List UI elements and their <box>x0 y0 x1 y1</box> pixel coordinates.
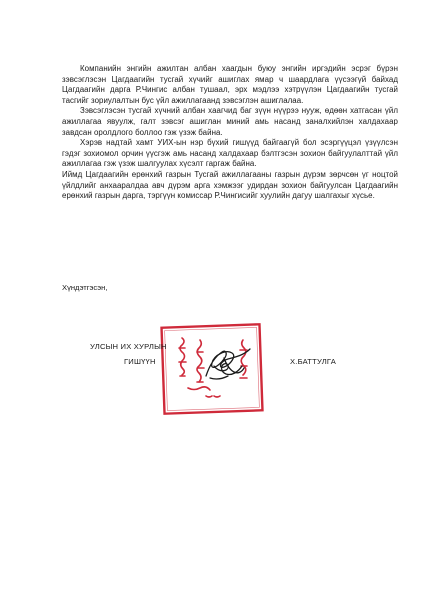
official-stamp-icon <box>148 318 278 422</box>
signatory-title-line2: ГИШҮҮН <box>124 357 156 366</box>
paragraph-1: Компанийн энгийн ажилтан албан хаагдын буюу энгийн иргэдийн эсрэг бүрэн зэвсэглэсэн Цагдаагийн тусгай хүчийг ашиглах ямар ч шаардлага үүсээгүй байхад Цагдаагийн дарга Р.Чингис албан тушаал, эрх мэдлээ хэтрүүлэн Цагдаагийн тусгай тасгийг зориулалтын бус үйл ажиллагаанд зэвсэглэн ашиглалаа. <box>62 64 398 105</box>
signatory-name: Х.БАТТУЛГА <box>290 357 336 366</box>
paragraph-2: Зэвсэглэсэн тусгай хүчний албан хаагчид баг зүүн нүүрээ нууж, өдөөн хатгасан үйл ажиллагаа явуулж, галт зэвсэг ашиглан миний амь насанд заналхийлэн халдахаар завдсан оролдлого боллоо гэж үзэж байна. <box>62 106 398 137</box>
closing-greeting: Хүндэтгэсэн, <box>62 283 108 292</box>
paragraph-3: Хэрэв надтай хамт УИХ-ын нэр бүхий гишүүд байгаагүй бол эсэргүүцэл үзүүлсэн гэдэг зохиомол орчин үүсгэж амь насанд халдахаар бэлтгэсэн зохион байгуулалттай үйл ажиллагаа гэж үзэж шалгуулах хүсэлт гаргаж байна. <box>62 138 398 169</box>
letter-body <box>62 64 398 202</box>
paragraph-4: Иймд Цагдаагийн ерөнхий газрын Тусгай ажиллагааны газрын дүрэм зөрчсөн үг ноцтой үйлдлийг анхааралдаа авч дүрэм арга хэмжээг удирдан зохион байгуулсан Цагдаагийн ерөнхий газрын дарга, тэргүүн комиссар Р.Чингисийг хуулийн дагуу шалгахыг хүсье. <box>62 169 398 201</box>
signatory-title-line1: УЛСЫН ИХ ХУРЛЫН <box>90 342 167 351</box>
